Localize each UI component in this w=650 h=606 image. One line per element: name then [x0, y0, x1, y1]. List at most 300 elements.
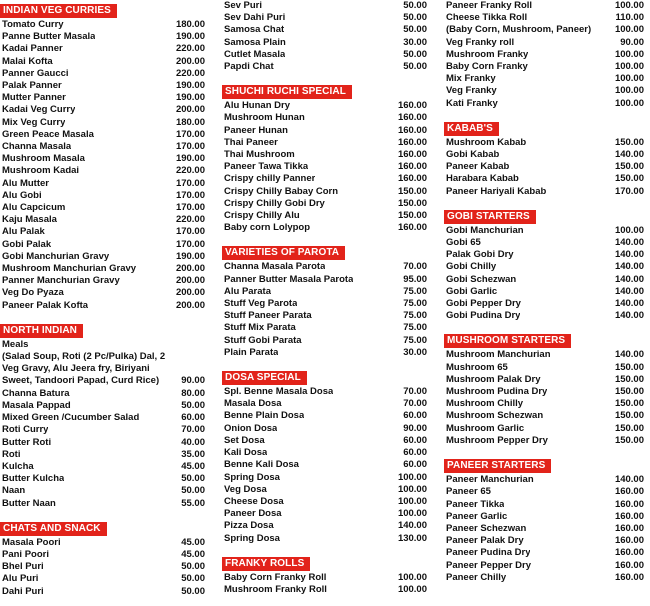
- item-price: 90.00: [403, 422, 427, 434]
- item-price: 100.00: [614, 24, 644, 36]
- menu-item: [222, 37, 427, 49]
- menu-item: [444, 349, 644, 361]
- item-price: 50.00: [403, 61, 427, 73]
- section-header: DOSA SPECIAL: [222, 371, 307, 385]
- menu-item: [222, 347, 427, 359]
- menu-item: [444, 486, 644, 498]
- item-name: Kadai Veg Curry: [2, 104, 76, 116]
- menu-item: [0, 549, 205, 561]
- item-price: 160.00: [614, 559, 644, 571]
- menu-item: [0, 19, 205, 31]
- menu-item: [0, 43, 205, 55]
- menu-item: [222, 398, 427, 410]
- item-name: Paneer Garlic: [446, 510, 508, 522]
- item-name: Paneer Schezwan: [446, 522, 527, 534]
- item-price: 150.00: [614, 161, 644, 173]
- menu-item: [222, 322, 427, 334]
- menu-item: [444, 98, 644, 110]
- item-name: Gobi Manchurian: [446, 224, 524, 236]
- item-price: 160.00: [397, 161, 427, 173]
- menu-item: [444, 310, 644, 322]
- menu-column-2: [222, 0, 427, 604]
- item-price: 75.00: [403, 322, 427, 334]
- menu-item: [444, 85, 644, 97]
- item-price: 45.00: [181, 536, 205, 548]
- menu-item: [444, 523, 644, 535]
- menu-item: [444, 261, 644, 273]
- item-price: 45.00: [181, 548, 205, 560]
- menu-item: [222, 24, 427, 36]
- item-price: 100.00: [397, 583, 427, 595]
- item-price: 100.00: [614, 85, 644, 97]
- item-price: 35.00: [181, 448, 205, 460]
- menu-item: [444, 173, 644, 185]
- item-price: 220.00: [175, 67, 205, 79]
- item-price: 140.00: [614, 273, 644, 285]
- menu-section-mushroom-starters: [444, 330, 644, 447]
- item-name: Panner Gaucci: [2, 67, 69, 79]
- menu-item: [222, 186, 427, 198]
- meals-description-row: [0, 351, 205, 388]
- item-price: 60.00: [403, 410, 427, 422]
- menu-item: [444, 137, 644, 149]
- menu-item: [0, 461, 205, 473]
- menu-section-shuchi-ruchi-special: [222, 81, 427, 234]
- item-name: Spring Dosa: [224, 532, 280, 544]
- item-name: Meals: [2, 338, 29, 350]
- item-name: Kaju Masala: [2, 214, 57, 226]
- menu-item: [444, 12, 644, 24]
- item-price: 150.00: [614, 422, 644, 434]
- item-price: 170.00: [614, 185, 644, 197]
- item-price: 170.00: [175, 226, 205, 238]
- item-name: Mushroom Kadai: [2, 165, 80, 177]
- item-name: Kulcha: [2, 460, 34, 472]
- menu-item: [0, 153, 205, 165]
- menu-item: [0, 202, 205, 214]
- item-name: Paneer Palak Kofta: [2, 299, 89, 311]
- menu-item: [222, 198, 427, 210]
- item-price: 200.00: [175, 263, 205, 275]
- item-price: 170.00: [175, 177, 205, 189]
- menu-column-1: [0, 0, 205, 606]
- item-price: 190.00: [175, 80, 205, 92]
- item-name: Mushroom Manchurian Gravy: [2, 263, 137, 275]
- item-name: Paneer Franky Roll: [446, 0, 533, 11]
- menu-item: [0, 498, 205, 510]
- menu-item: [222, 533, 427, 545]
- item-name: Plain Parata: [224, 346, 279, 358]
- menu-item: [222, 49, 427, 61]
- menu-item: [444, 386, 644, 398]
- item-name: Mushroom Palak Dry: [446, 373, 541, 385]
- menu-item: [222, 584, 427, 596]
- menu-item: [222, 137, 427, 149]
- item-price: 190.00: [175, 31, 205, 43]
- item-price: 50.00: [403, 24, 427, 36]
- menu-item: [0, 287, 205, 299]
- menu-item: [0, 275, 205, 287]
- item-name: Alu Mutter: [2, 177, 49, 189]
- item-name: Mushroom Kabab: [446, 136, 527, 148]
- item-name: Kali Dosa: [224, 447, 268, 459]
- menu-item: [222, 310, 427, 322]
- item-name: Sev Puri: [224, 0, 263, 11]
- item-price: 50.00: [181, 585, 205, 597]
- item-price: 140.00: [614, 310, 644, 322]
- item-name: Malai Kofta: [2, 55, 53, 67]
- menu-item: [444, 511, 644, 523]
- menu-item: [0, 239, 205, 251]
- item-price: 220.00: [175, 43, 205, 55]
- menu-item: [222, 173, 427, 185]
- menu-item: [222, 125, 427, 137]
- menu-item: [444, 49, 644, 61]
- item-name: Naan: [2, 485, 26, 497]
- item-name: Benne Plain Dosa: [224, 410, 305, 422]
- item-name: Cheese Dosa: [224, 495, 284, 507]
- item-name: Crispy chilly Panner: [224, 173, 316, 185]
- item-name: Paneer Palak Dry: [446, 535, 524, 547]
- item-price: 60.00: [181, 412, 205, 424]
- menu-section-dosa-special: [222, 367, 427, 545]
- item-name: Gobi Schezwan: [446, 273, 517, 285]
- item-name: Roti Curry: [2, 424, 49, 436]
- menu-item: [0, 473, 205, 485]
- item-name: Mushroom Franky Roll: [224, 583, 327, 595]
- item-price: 160.00: [614, 535, 644, 547]
- menu-item: [0, 178, 205, 190]
- menu-item: [0, 412, 205, 424]
- menu-item: [0, 586, 205, 598]
- menu-item: [222, 520, 427, 532]
- item-price: 150.00: [397, 210, 427, 222]
- item-price: 70.00: [181, 424, 205, 436]
- item-name: Mix Franky: [446, 73, 496, 85]
- item-name: Spring Dosa: [224, 471, 280, 483]
- item-name: Baby corn Lolypop: [224, 222, 311, 234]
- menu-item: [0, 437, 205, 449]
- menu-item: [222, 423, 427, 435]
- item-name: Papdi Chat: [224, 61, 274, 73]
- menu-item: [0, 56, 205, 68]
- item-price: 140.00: [614, 237, 644, 249]
- item-price: 50.00: [181, 473, 205, 485]
- item-price: 100.00: [397, 471, 427, 483]
- menu-item: [0, 300, 205, 312]
- menu-section-franky-rolls: [222, 553, 427, 596]
- item-name: Alu Capcicum: [2, 202, 66, 214]
- item-price: 150.00: [614, 361, 644, 373]
- item-name: Benne Kali Dosa: [224, 459, 299, 471]
- item-name: Green Peace Masala: [2, 128, 94, 140]
- item-price: 160.00: [614, 522, 644, 534]
- item-price: 160.00: [397, 136, 427, 148]
- item-price: 80.00: [181, 387, 205, 399]
- item-price: 140.00: [614, 149, 644, 161]
- item-price: 130.00: [397, 532, 427, 544]
- menu-item: [0, 141, 205, 153]
- item-name: Thai Paneer: [224, 136, 278, 148]
- section-header: CHATS AND SNACK: [0, 522, 107, 536]
- item-name: Panner Butter Masala Parota: [224, 273, 354, 285]
- menu-item: [0, 190, 205, 202]
- item-price: 180.00: [175, 19, 205, 30]
- menu-item: [222, 335, 427, 347]
- item-price: 220.00: [175, 165, 205, 177]
- menu-item: [222, 161, 427, 173]
- item-name: Veg Do Pyaza: [2, 287, 64, 299]
- section-header: KABAB'S: [444, 122, 499, 136]
- item-name: Paneer Tawa Tikka: [224, 161, 309, 173]
- menu-section-continued: [444, 0, 644, 110]
- item-price: 100.00: [614, 97, 644, 109]
- menu-item: [222, 386, 427, 398]
- item-name: Mushroom Schezwan: [446, 410, 544, 422]
- item-price: 150.00: [614, 398, 644, 410]
- section-header: GOBI STARTERS: [444, 210, 536, 224]
- item-name: Mixed Green /Cucumber Salad: [2, 412, 140, 424]
- item-name: Paneer Hunan: [224, 124, 288, 136]
- item-name: Onion Dosa: [224, 422, 278, 434]
- section-header: PANEER STARTERS: [444, 459, 551, 473]
- item-name: Bhel Puri: [2, 561, 44, 573]
- item-price: 40.00: [181, 436, 205, 448]
- menu-section-kabab-s: [444, 118, 644, 198]
- menu-item: [444, 225, 644, 237]
- item-price: 200.00: [175, 275, 205, 287]
- menu-item: [0, 573, 205, 585]
- item-price: 50.00: [403, 0, 427, 11]
- item-price: 95.00: [403, 273, 427, 285]
- menu-item: [0, 537, 205, 549]
- section-header: NORTH INDIAN: [0, 324, 83, 338]
- item-price: 30.00: [403, 346, 427, 358]
- item-price: 160.00: [397, 173, 427, 185]
- item-name: Gobi Chilly: [446, 261, 497, 273]
- item-name: Paneer Tikka: [446, 498, 505, 510]
- menu-section-indian-veg-curries: [0, 0, 205, 312]
- item-name: Paneer Dosa: [224, 508, 282, 520]
- item-price: 140.00: [614, 349, 644, 361]
- item-name: Kati Franky: [446, 97, 498, 109]
- menu-item: [444, 298, 644, 310]
- item-price: 160.00: [614, 498, 644, 510]
- item-price: 140.00: [614, 261, 644, 273]
- section-header: MUSHROOM STARTERS: [444, 334, 571, 348]
- menu-item: [0, 226, 205, 238]
- section-header: INDIAN VEG CURRIES: [0, 4, 117, 18]
- item-name: Spl. Benne Masala Dosa: [224, 386, 334, 398]
- item-price: 160.00: [397, 124, 427, 136]
- menu-item: [222, 459, 427, 471]
- menu-item: [0, 485, 205, 497]
- menu-item: [444, 474, 644, 486]
- item-price: 30.00: [403, 36, 427, 48]
- menu-item: [222, 508, 427, 520]
- item-name: Paneer 65: [446, 486, 491, 498]
- item-name: Gobi Pudina Dry: [446, 310, 521, 322]
- item-name: Harabara Kabab: [446, 173, 519, 185]
- menu-item: [444, 572, 644, 584]
- menu-item: [222, 222, 427, 234]
- menu-item: [0, 80, 205, 92]
- item-price: 190.00: [175, 250, 205, 262]
- item-name: Palak Panner: [2, 80, 62, 92]
- item-price: 140.00: [614, 249, 644, 261]
- item-price: 75.00: [403, 334, 427, 346]
- item-name: Mushroom Franky: [446, 48, 529, 60]
- menu-item: [222, 496, 427, 508]
- item-name: Mushroom Manchurian: [446, 349, 551, 361]
- menu-section-continued: [222, 0, 427, 73]
- item-price: 100.00: [614, 61, 644, 73]
- item-price: 160.00: [397, 112, 427, 124]
- menu-item: [222, 149, 427, 161]
- item-name: Mushroom Masala: [2, 153, 85, 165]
- item-name: Alu Parata: [224, 285, 271, 297]
- item-price: 100.00: [614, 224, 644, 236]
- menu-item: [0, 31, 205, 43]
- item-name: Mushroom Pepper Dry: [446, 434, 548, 446]
- item-price: 190.00: [175, 153, 205, 165]
- section-header: FRANKY ROLLS: [222, 557, 310, 571]
- item-price: 50.00: [181, 573, 205, 585]
- menu-item: [0, 263, 205, 275]
- item-name: Panner Manchurian Gravy: [2, 275, 120, 287]
- item-price: 150.00: [614, 136, 644, 148]
- item-name: Mix Veg Curry: [2, 116, 66, 128]
- menu-item: [222, 112, 427, 124]
- item-price: 75.00: [403, 310, 427, 322]
- item-price: 55.00: [181, 497, 205, 509]
- item-name: Crispy Chilly Gobi Dry: [224, 197, 325, 209]
- item-price: 170.00: [175, 238, 205, 250]
- menu-item: [0, 214, 205, 226]
- menu-item: [444, 560, 644, 572]
- item-name: Masala Dosa: [224, 398, 282, 410]
- item-price: 75.00: [403, 298, 427, 310]
- item-name: Mushroom Hunan: [224, 112, 305, 124]
- menu-item: [444, 73, 644, 85]
- menu-item: [444, 37, 644, 49]
- menu-item: [222, 286, 427, 298]
- item-price: 100.00: [614, 0, 644, 11]
- item-name: Veg Franky: [446, 85, 497, 97]
- item-price: 180.00: [175, 116, 205, 128]
- item-name: Mushroom Garlic: [446, 422, 525, 434]
- item-price: 200.00: [175, 104, 205, 116]
- item-name: Mutter Panner: [2, 92, 66, 104]
- menu-item: [222, 12, 427, 24]
- menu-item: [444, 237, 644, 249]
- item-name: Channa Batura: [2, 387, 70, 399]
- menu-item: [222, 274, 427, 286]
- section-header: SHUCHI RUCHI SPECIAL: [222, 85, 352, 99]
- item-name: Kadai Panner: [2, 43, 63, 55]
- item-name: Mushroom Chilly: [446, 398, 524, 410]
- item-price: 160.00: [614, 510, 644, 522]
- menu-item: [222, 61, 427, 73]
- item-price: 170.00: [175, 141, 205, 153]
- menu-item: [222, 484, 427, 496]
- item-name: Gobi Pepper Dry: [446, 298, 521, 310]
- item-name: Samosa Plain: [224, 36, 286, 48]
- item-price: 50.00: [181, 561, 205, 573]
- item-price: 200.00: [175, 55, 205, 67]
- menu-item: [444, 374, 644, 386]
- item-name: (Baby Corn, Mushroom, Paneer): [446, 24, 592, 36]
- item-price: 70.00: [403, 386, 427, 398]
- item-name: Tomato Curry: [2, 19, 64, 30]
- menu-section-gobi-starters: [444, 206, 644, 323]
- menu-item: [222, 261, 427, 273]
- item-price: 160.00: [614, 571, 644, 583]
- menu-item: [0, 251, 205, 263]
- item-price: 160.00: [614, 547, 644, 559]
- menu-item: [0, 400, 205, 412]
- item-name: Paneer Hariyali Kabab: [446, 185, 547, 197]
- menu-item: [444, 286, 644, 298]
- menu-item: [0, 68, 205, 80]
- item-name: Butter Naan: [2, 497, 56, 509]
- item-name: Set Dosa: [224, 434, 265, 446]
- item-name: Paneer Chilly: [446, 571, 507, 583]
- menu-item: [222, 572, 427, 584]
- menu-item: [0, 561, 205, 573]
- menu-item: [444, 423, 644, 435]
- item-name: Alu Palak: [2, 226, 45, 238]
- menu-item: [222, 472, 427, 484]
- item-price: 200.00: [175, 287, 205, 299]
- item-name: Crispy Chilly Alu: [224, 210, 300, 222]
- menu-item: [444, 61, 644, 73]
- item-name: Stuff Veg Parota: [224, 298, 298, 310]
- item-price: 170.00: [175, 202, 205, 214]
- item-price: 160.00: [397, 149, 427, 161]
- item-price: 60.00: [403, 447, 427, 459]
- item-name: Cheese Tikka Roll: [446, 12, 528, 24]
- item-price: 150.00: [614, 173, 644, 185]
- item-price: 150.00: [614, 373, 644, 385]
- item-price: 100.00: [397, 571, 427, 583]
- menu-item: [444, 149, 644, 161]
- menu-item: [444, 362, 644, 374]
- menu-item: [444, 274, 644, 286]
- menu-section-chats-and-snack: [0, 518, 205, 598]
- menu-item: [444, 0, 644, 12]
- menu-item: [222, 447, 427, 459]
- item-price: 140.00: [614, 298, 644, 310]
- menu-item: [444, 410, 644, 422]
- item-name: Crispy Chilly Babay Corn: [224, 185, 339, 197]
- menu-item: [222, 210, 427, 222]
- item-price: 190.00: [175, 92, 205, 104]
- menu-item: [444, 24, 644, 36]
- menu-item: [0, 117, 205, 129]
- menu-item: [222, 298, 427, 310]
- item-name: Veg Dosa: [224, 483, 267, 495]
- section-header: VARIETIES OF PAROTA: [222, 246, 345, 260]
- item-price: 100.00: [614, 48, 644, 60]
- item-name: Dahi Puri: [2, 585, 44, 597]
- item-price: 50.00: [403, 48, 427, 60]
- item-price: 70.00: [403, 261, 427, 273]
- item-name: Veg Franky roll: [446, 36, 515, 48]
- menu-item: [0, 449, 205, 461]
- item-price: 110.00: [615, 12, 644, 24]
- item-name: Palak Gobi Dry: [446, 249, 514, 261]
